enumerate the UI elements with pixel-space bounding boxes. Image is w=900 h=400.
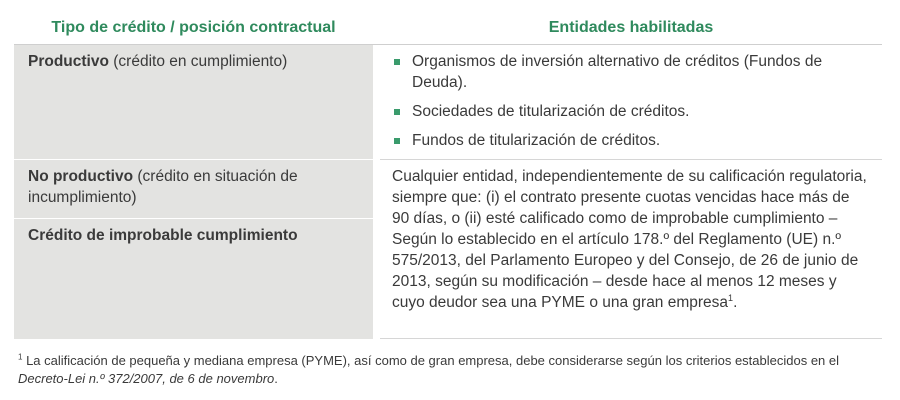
label-productive: Productivo xyxy=(28,53,109,70)
entity-item: Fundos de titularización de créditos. xyxy=(412,132,661,149)
credit-table-container xyxy=(14,12,882,339)
description-end: . xyxy=(733,294,738,311)
footnote-number: 1 xyxy=(18,352,23,362)
footnote-ref: 1 xyxy=(728,292,734,303)
footnote-text: La calificación de pequeña y mediana empresa (PYME), así como de gran empresa, debe considerarse según los criterios establecidos en el xyxy=(22,353,840,368)
header-gap xyxy=(373,12,380,45)
list-item xyxy=(392,51,870,93)
cell-gap xyxy=(373,160,380,339)
cell-non-productive-entities xyxy=(380,160,882,339)
footnote xyxy=(18,352,878,388)
square-bullet-icon xyxy=(394,59,400,65)
cell-productive-entities xyxy=(380,45,882,160)
table-row xyxy=(14,160,882,219)
table-header-row xyxy=(14,12,882,45)
cell-non-productive xyxy=(14,160,373,219)
table-row xyxy=(14,45,882,160)
entity-item: Sociedades de titularización de créditos. xyxy=(412,103,690,120)
cell-gap xyxy=(373,45,380,160)
square-bullet-icon xyxy=(394,109,400,115)
footnote-end: . xyxy=(274,371,278,386)
label-non-productive-detail: (crédito en situación de incumplimiento) xyxy=(28,168,298,206)
list-item xyxy=(392,101,870,122)
label-non-productive: No productivo xyxy=(28,168,134,185)
header-entities: Entidades habilitadas xyxy=(380,12,882,45)
label-productive-detail: (crédito en cumplimiento) xyxy=(108,53,288,70)
entities-list xyxy=(392,51,870,151)
label-unlikely-to-pay: Crédito de improbable cumplimiento xyxy=(28,227,298,244)
list-item xyxy=(392,130,870,151)
non-productive-description: Cualquier entidad, independientemente de su calificación regulatoria, siempre que: (i) el contrato presente cuotas vencidas hace más de 90 días, o (ii) esté calificado como de improbable cumplimiento – Según lo establecido en el artículo 178.º del Reglamento (UE) n.º 575/2013, del Parlamento Europeo y del Consejo, de 26 de junio de 2013, según su modificación – desde hace al menos 12 meses y cuyo deudor sea una PYME o una gran empresa xyxy=(392,168,867,311)
header-credit-type: Tipo de crédito / posición contractual xyxy=(14,12,373,45)
cell-unlikely-to-pay xyxy=(14,219,373,339)
credit-table xyxy=(14,12,882,339)
square-bullet-icon xyxy=(394,138,400,144)
cell-productive xyxy=(14,45,373,160)
entity-item: Organismos de inversión alternativo de créditos (Fundos de Deuda). xyxy=(412,53,823,91)
footnote-citation: Decreto-Lei n.º 372/2007, de 6 de novembro xyxy=(18,371,275,386)
